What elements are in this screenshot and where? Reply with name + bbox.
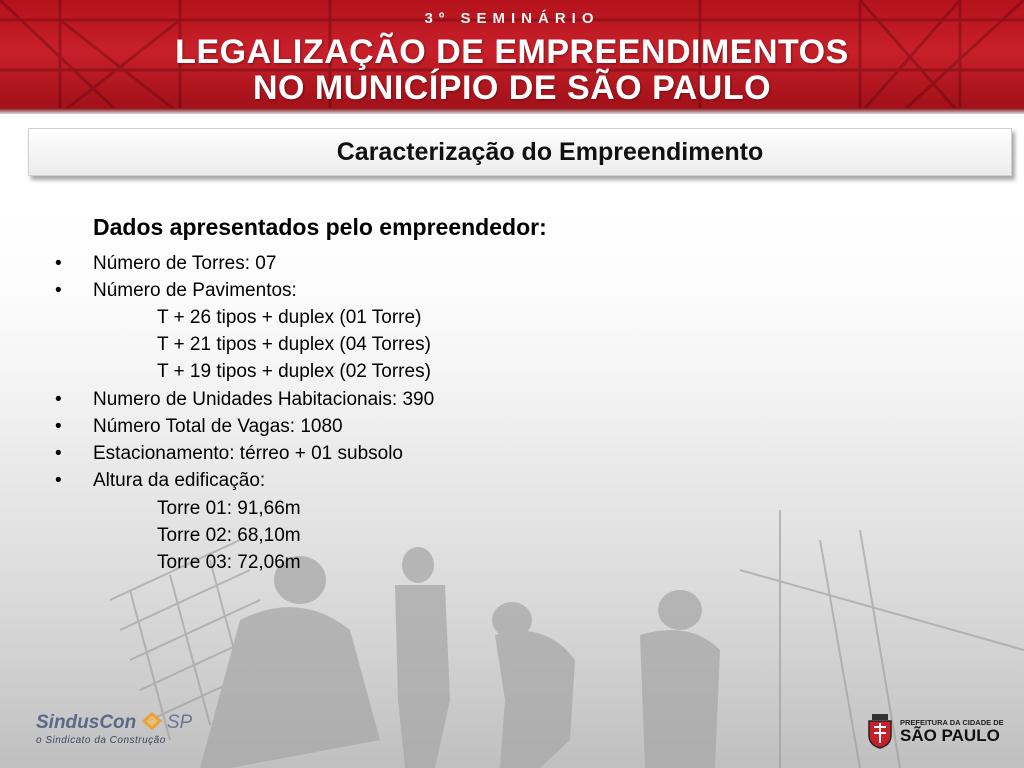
event-title bbox=[0, 34, 1024, 106]
banner-divider bbox=[0, 108, 1024, 114]
list-item: Estacionamento: térreo + 01 subsolo bbox=[93, 443, 403, 464]
prefeitura-big-text: SÃO PAULO bbox=[900, 726, 1000, 745]
header-banner bbox=[0, 0, 1024, 114]
sinduscon-knot-icon bbox=[142, 712, 162, 730]
sp-coat-of-arms-icon bbox=[866, 713, 894, 749]
sub-list-item: T + 21 tipos + duplex (04 Torres) bbox=[157, 334, 431, 355]
section-title-bar bbox=[28, 128, 1012, 176]
content-heading: Dados apresentados pelo empreendedor: bbox=[93, 214, 547, 240]
sub-list-item: Torre 03: 72,06m bbox=[157, 552, 301, 573]
sinduscon-suffix: SP bbox=[166, 712, 193, 733]
bullet-dot-icon: • bbox=[55, 470, 62, 491]
sinduscon-name: SindusCon bbox=[36, 712, 137, 733]
prefeitura-logo bbox=[866, 711, 1006, 751]
sub-list-item: Torre 02: 68,10m bbox=[157, 525, 301, 546]
section-title: Caracterização do Empreendimento bbox=[336, 137, 764, 166]
bullet-dot-icon: • bbox=[55, 280, 62, 301]
list-item: Número de Torres: 07 bbox=[93, 253, 277, 274]
sub-list-item: Torre 01: 91,66m bbox=[157, 498, 301, 519]
sub-list-item: T + 19 tipos + duplex (02 Torres) bbox=[157, 361, 431, 382]
sub-list-item: T + 26 tipos + duplex (01 Torre) bbox=[157, 307, 422, 328]
bullet-dot-icon: • bbox=[55, 389, 62, 410]
event-title-line2: NO MUNICÍPIO DE SÃO PAULO bbox=[252, 69, 772, 107]
bullet-dot-icon: • bbox=[55, 416, 62, 437]
list-item: Número de Pavimentos: bbox=[93, 280, 297, 301]
list-item: Altura da edificação: bbox=[93, 470, 266, 491]
sinduscon-tagline: o Sindicato da Construção bbox=[36, 735, 166, 746]
prefeitura-small-text: PREFEITURA DA CIDADE DE bbox=[900, 718, 1004, 727]
bullet-dot-icon: • bbox=[55, 253, 62, 274]
bullet-dot-icon: • bbox=[55, 443, 62, 464]
list-item: Número Total de Vagas: 1080 bbox=[93, 416, 343, 437]
seminar-label: 3º SEMINÁRIO bbox=[424, 10, 600, 27]
sinduscon-logo bbox=[36, 712, 196, 752]
event-title-line1: LEGALIZAÇÃO DE EMPREENDIMENTOS bbox=[175, 33, 849, 71]
list-item: Numero de Unidades Habitacionais: 390 bbox=[93, 389, 435, 410]
